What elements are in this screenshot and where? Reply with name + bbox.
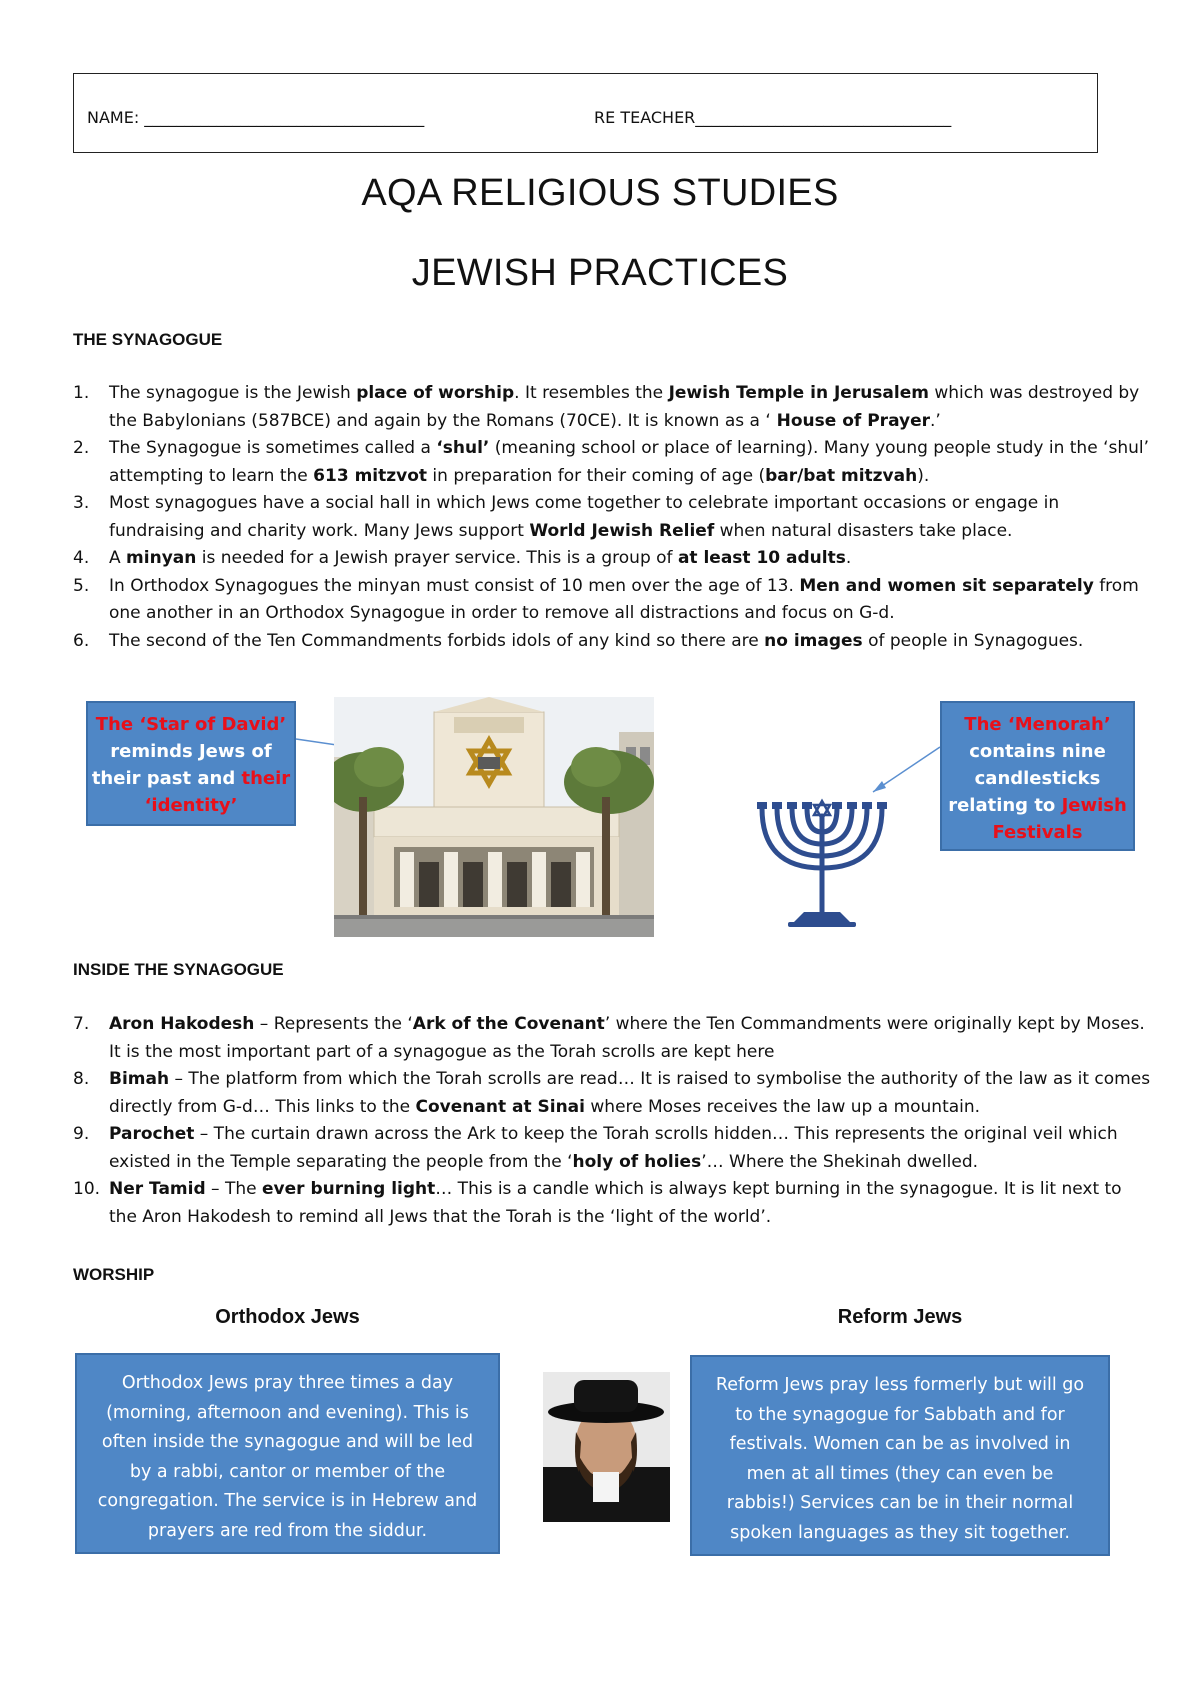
list-item-text: Most synagogues have a social hall in which Jews come together to celebrate important occasions or engage in fundraising and charity work. Many Jews support <box>109 493 1060 541</box>
orthodox-man-photo <box>543 1372 670 1522</box>
key-term: Jewish Temple in Jerusalem <box>668 383 929 403</box>
list-item-text: where Moses receives the law up a mountain. <box>584 1096 981 1117</box>
reform-box: Reform Jews pray less formerly but will go to the synagogue for Sabbath and for festivals. Women can be as involved in men at all times (they can even be rabbis!) Services can be in their normal spoken languages as they sit together. <box>690 1355 1110 1556</box>
key-term: Covenant at Sinai <box>415 1096 585 1117</box>
key-term: ‘shul’ <box>436 438 490 458</box>
list-item-text: The synagogue is the Jewish <box>109 383 357 403</box>
section-heading-worship: WORSHIP <box>73 1265 155 1284</box>
callout-text: The ‘Star of David’ <box>95 714 287 735</box>
list-item-number: 1. <box>73 383 90 403</box>
list-item-text: A <box>109 548 127 568</box>
key-term: House of Prayer <box>770 410 931 431</box>
list-item-text: when natural disasters take place. <box>714 520 1013 541</box>
list-item-number: 10. <box>73 1179 101 1199</box>
page-subtitle: JEWISH PRACTICES <box>411 252 789 294</box>
list-item <box>73 1176 1153 1231</box>
section-heading-synagogue: THE SYNAGOGUE <box>73 330 223 349</box>
list-item-text: – The <box>205 1179 262 1199</box>
key-term: Aron Hakodesh <box>109 1014 255 1034</box>
page-title: AQA RELIGIOUS STUDIES <box>361 172 839 214</box>
callout-text: contains nine <box>969 741 1106 762</box>
list-item-text: The Synagogue is sometimes called a <box>109 438 437 458</box>
menorah-callout <box>940 701 1135 851</box>
list-item-text: … This is a candle which is always kept burning in the synagogue. It is lit next to the Aron Hakodesh to remind all Jews that the Torah is the ‘light of the world’. <box>109 1179 1122 1227</box>
callout-text: ‘identity’ <box>144 795 238 816</box>
list-item-text: from one another in an Orthodox Synagogue in order to remove all distractions and focus on G-d. <box>109 575 1139 623</box>
list-item-text: (meaning school or place of learning). Many young people study in the ‘shul’ attempting to learn the <box>109 438 1150 486</box>
callout-text: The ‘Menorah’ <box>964 714 1111 735</box>
list-item-text: . It resembles the <box>514 383 669 403</box>
callout-text: their past and <box>91 768 242 789</box>
orthodox-box: Orthodox Jews pray three times a day (morning, afternoon and evening). This is often inside the synagogue and will be led by a rabbi, cantor or member of the congregation. The service is in Hebrew and prayers are red from the siddur. <box>75 1353 500 1554</box>
list-item-number: 4. <box>73 548 90 568</box>
list-item-text: ’… Where the Shekinah dwelled. <box>701 1151 979 1172</box>
key-term: holy of holies <box>572 1151 702 1172</box>
list-item-number: 2. <box>73 438 90 458</box>
list-item-text: in preparation for their coming of age ( <box>427 465 766 486</box>
menorah-image <box>752 794 892 928</box>
key-term: at least 10 adults <box>677 548 846 568</box>
list-item-number: 9. <box>73 1124 90 1144</box>
key-term: Bimah <box>109 1069 170 1089</box>
list-item-number: 6. <box>73 630 90 651</box>
orthodox-heading: Orthodox Jews <box>215 1306 360 1328</box>
key-term: Parochet <box>109 1124 195 1144</box>
key-term: no images <box>764 630 863 651</box>
list-item-text: of people in Synagogues. <box>862 630 1084 651</box>
list-item-text: The second of the Ten Commandments forbids idols of any kind so there are <box>109 630 765 651</box>
list-item-number: 5. <box>73 575 90 596</box>
list-item-text: is needed for a Jewish prayer service. This is a group of <box>196 548 678 568</box>
list-item-text: – The platform from which the Torah scrolls are read… It is raised to symbolise the authority of the law as it comes directly from G-d… This links to the <box>109 1069 1151 1117</box>
list-item-text: . <box>845 548 852 568</box>
key-term: minyan <box>126 548 197 568</box>
key-term: Ark of the Covenant <box>412 1014 605 1034</box>
key-term: place of worship <box>356 383 515 403</box>
key-term: bar/bat mitzvah <box>765 465 918 486</box>
key-term: 613 mitzvot <box>313 465 428 486</box>
list-item-text: .’ <box>930 410 941 431</box>
callout-text: their <box>241 768 291 789</box>
list-item-text: – Represents the ‘ <box>254 1014 413 1034</box>
list-item <box>73 1066 1153 1121</box>
inside-synagogue-list <box>73 1011 1153 1231</box>
reform-heading: Reform Jews <box>837 1306 963 1328</box>
section-heading-inside: INSIDE THE SYNAGOGUE <box>73 960 284 979</box>
key-term: ever burning light <box>262 1179 436 1199</box>
callout-text: Jewish <box>1061 795 1127 816</box>
callout-text: reminds Jews of <box>110 741 272 762</box>
key-term: Ner Tamid <box>109 1179 206 1199</box>
list-item-text: which was destroyed by the Babylonians (587BCE) and again by the Romans (70CE). It is known as a ‘ <box>109 383 1140 431</box>
list-item <box>73 1121 1153 1176</box>
callout-text: Festivals <box>992 822 1083 843</box>
list-item-text: In Orthodox Synagogues the minyan must consist of 10 men over the age of 13. <box>109 575 800 596</box>
list-item-text: – The curtain drawn across the Ark to keep the Torah scrolls hidden… This represents the original veil which existed in the Temple separating the people from the ‘ <box>109 1124 1118 1172</box>
key-term: World Jewish Relief <box>529 520 715 541</box>
key-term: Men and women sit separately <box>799 575 1094 596</box>
list-item-number: 8. <box>73 1069 90 1089</box>
synagogue-building-image <box>334 697 654 937</box>
list-item-number: 3. <box>73 493 90 513</box>
callout-text: relating to <box>948 795 1062 816</box>
list-item-number: 7. <box>73 1014 90 1034</box>
list-item-text: ’ where the Ten Commandments were originally kept by Moses. It is the most important part of a synagogue as the Torah scrolls are kept here <box>109 1014 1145 1062</box>
name-field-label[interactable]: NAME: ___________________________________ <box>87 108 425 127</box>
list-item <box>73 1011 1153 1066</box>
list-item-text: ). <box>917 465 930 486</box>
callout-text: candlesticks <box>974 768 1101 789</box>
menorah-arrowhead <box>873 781 886 792</box>
teacher-field-label[interactable]: RE TEACHER________________________________ <box>594 108 952 127</box>
